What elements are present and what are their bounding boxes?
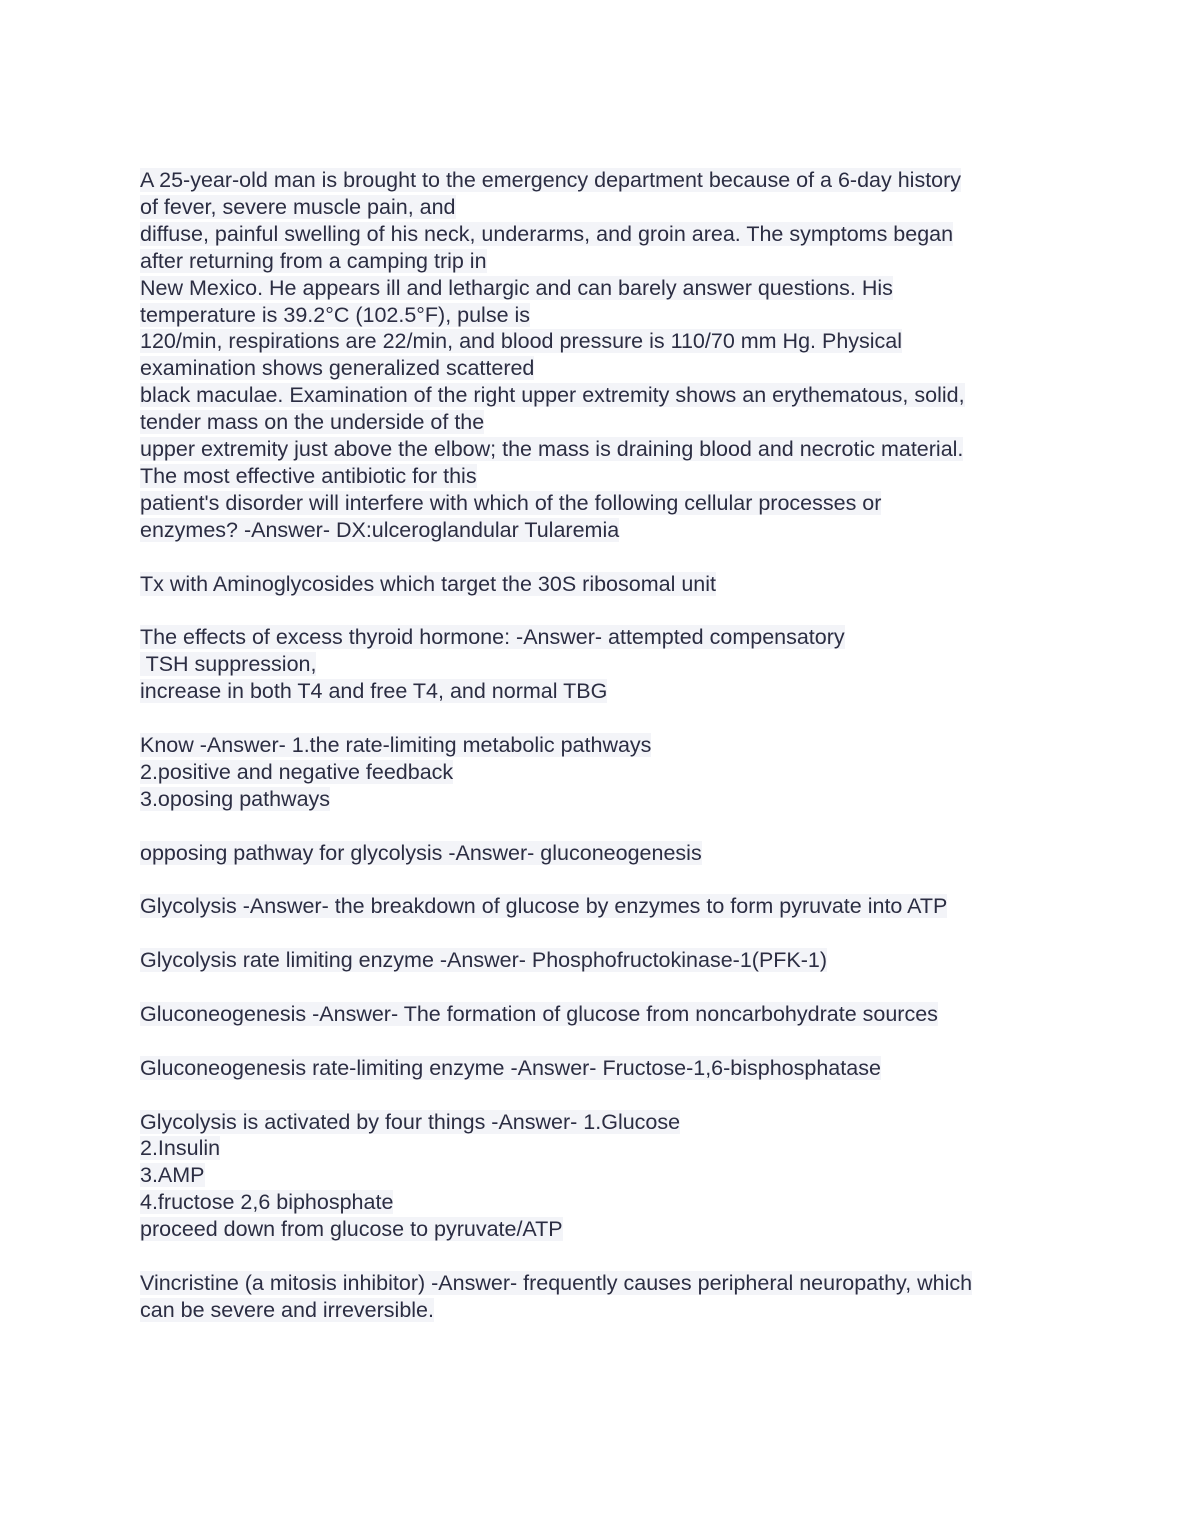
text-line	[140, 409, 1060, 436]
text-line-content: opposing pathway for glycolysis -Answer- gluconeogenesis	[140, 840, 702, 865]
text-line	[140, 1162, 1060, 1189]
text-line-content: A 25-year-old man is brought to the emergency department because of a 6-day history	[140, 168, 962, 192]
qa-paragraph	[140, 167, 1060, 544]
text-line-content: The effects of excess thyroid hormone: -Answer- attempted compensatory	[140, 625, 845, 650]
text-line-content: 2.positive and negative feedback	[140, 759, 454, 784]
qa-paragraph	[140, 1270, 1060, 1324]
text-line	[140, 678, 1060, 705]
text-line	[140, 517, 1060, 544]
text-line-content: New Mexico. He appears ill and lethargic and can barely answer questions. His	[140, 275, 893, 300]
text-line	[140, 1270, 1060, 1297]
text-line	[140, 1135, 1060, 1162]
qa-paragraph	[140, 1109, 1060, 1244]
text-line-content: can be severe and irreversible.	[140, 1297, 434, 1322]
text-line	[140, 463, 1060, 490]
text-line	[140, 436, 1060, 463]
text-line	[140, 1297, 1060, 1324]
text-line	[140, 624, 1060, 651]
text-line-content: 120/min, respirations are 22/min, and blood pressure is 110/70 mm Hg. Physical	[140, 329, 903, 354]
text-line	[140, 328, 1060, 355]
text-line	[140, 571, 1060, 598]
text-line	[140, 221, 1060, 248]
text-line	[140, 275, 1060, 302]
qa-paragraph	[140, 732, 1060, 813]
text-line-content: patient's disorder will interfere with which of the following cellular processes or	[140, 490, 882, 515]
text-line	[140, 1001, 1060, 1028]
text-line	[140, 382, 1060, 409]
text-line	[140, 194, 1060, 221]
text-line	[140, 1055, 1060, 1082]
text-line-content: Glycolysis -Answer- the breakdown of glucose by enzymes to form pyruvate into ATP	[140, 894, 948, 919]
text-line-content: 3.oposing pathways	[140, 786, 331, 811]
text-line	[140, 759, 1060, 786]
text-line	[140, 167, 1060, 194]
text-line-content: after returning from a camping trip in	[140, 248, 487, 273]
document-body	[140, 167, 1060, 1351]
text-line-content: of fever, severe muscle pain, and	[140, 194, 456, 219]
text-line-content: black maculae. Examination of the right upper extremity shows an erythematous, solid,	[140, 383, 965, 408]
text-line-content: proceed down from glucose to pyruvate/ATP	[140, 1217, 563, 1242]
text-line-content: Glycolysis is activated by four things -Answer- 1.Glucose	[140, 1109, 681, 1134]
qa-paragraph	[140, 571, 1060, 598]
text-line	[140, 893, 1060, 920]
text-line-content: enzymes? -Answer- DX:ulceroglandular Tularemia	[140, 517, 620, 542]
text-line-content: Gluconeogenesis rate-limiting enzyme -Answer- Fructose-1,6-bisphosphatase	[140, 1055, 881, 1080]
qa-paragraph	[140, 1055, 1060, 1082]
qa-paragraph	[140, 893, 1060, 920]
text-line-content: 2.Insulin	[140, 1136, 221, 1161]
text-line	[140, 1216, 1060, 1243]
text-line	[140, 490, 1060, 517]
text-line-content: Gluconeogenesis -Answer- The formation of glucose from noncarbohydrate sources	[140, 1001, 938, 1026]
text-line	[140, 1189, 1060, 1216]
text-line-content: 4.fructose 2,6 biphosphate	[140, 1190, 394, 1215]
text-line-content: upper extremity just above the elbow; the mass is draining blood and necrotic material.	[140, 437, 964, 462]
text-line	[140, 947, 1060, 974]
text-line	[140, 355, 1060, 382]
text-line-content: diffuse, painful swelling of his neck, underarms, and groin area. The symptoms began	[140, 221, 954, 246]
text-line-content: TSH suppression,	[140, 652, 317, 677]
text-line-content: tender mass on the underside of the	[140, 410, 485, 435]
text-line	[140, 786, 1060, 813]
qa-paragraph	[140, 947, 1060, 974]
text-line-content: examination shows generalized scattered	[140, 356, 535, 381]
text-line-content: Glycolysis rate limiting enzyme -Answer- Phosphofructokinase-1(PFK-1)	[140, 948, 828, 973]
text-line	[140, 248, 1060, 275]
text-line	[140, 651, 1060, 678]
text-line-content: 3.AMP	[140, 1163, 205, 1188]
text-line-content: Know -Answer- 1.the rate-limiting metabolic pathways	[140, 732, 652, 757]
text-line-content: increase in both T4 and free T4, and normal TBG	[140, 679, 608, 704]
text-line	[140, 732, 1060, 759]
qa-paragraph	[140, 1001, 1060, 1028]
qa-paragraph	[140, 840, 1060, 867]
text-line-content: Vincristine (a mitosis inhibitor) -Answer- frequently causes peripheral neuropathy, which	[140, 1271, 973, 1295]
text-line	[140, 840, 1060, 867]
text-line	[140, 1109, 1060, 1136]
qa-paragraph	[140, 624, 1060, 705]
text-line	[140, 302, 1060, 329]
text-line-content: Tx with Aminoglycosides which target the 30S ribosomal unit	[140, 571, 716, 596]
text-line-content: The most effective antibiotic for this	[140, 463, 477, 488]
text-line-content: temperature is 39.2°C (102.5°F), pulse is	[140, 302, 531, 327]
